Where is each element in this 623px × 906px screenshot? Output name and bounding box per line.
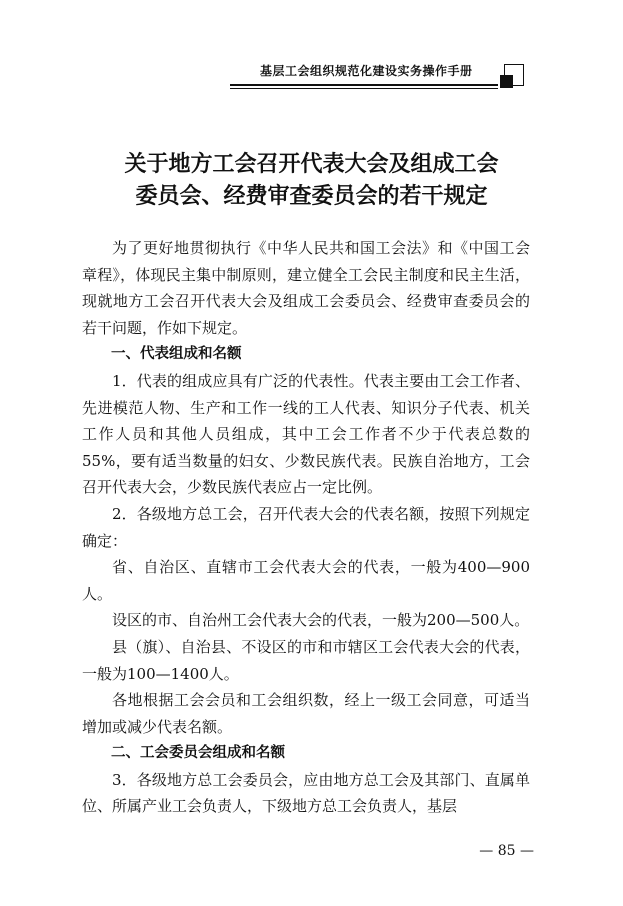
paragraph-city-quota: 设区的市、自治州工会代表大会的代表，一般为200—500人。 [112,611,530,630]
page-number: — 85 — [479,843,534,859]
paragraph-provincial-quota: 省、自治区、直辖市工会代表大会的代表，一般为400—900人。 [82,558,530,603]
paragraph-item-2: 2．各级地方总工会，召开代表大会的代表名额，按照下列规定确定： [82,504,530,550]
running-header-title: 基层工会组织规范化建设实务操作手册 [260,64,473,78]
running-header [230,58,530,88]
section-heading-1: 一、代表组成和名额 [111,346,242,363]
header-corner-mark-icon [504,64,526,88]
paragraph-adjustment: 各地根据工会会员和工会组织数，经上一级工会同意，可适当增加或减少代表名额。 [82,691,530,736]
paragraph-item-3: 3．各级地方总工会委员会，应由地方总工会及其部门、直属单位、所属产业工会负责人，下级地方总工会负责人，基层 [82,770,530,816]
document-title-line-1: 关于地方工会召开代表大会及组成工会 [124,151,499,177]
header-thick-rule [230,84,498,86]
header-thin-rule [230,88,498,89]
paragraph-county-quota: 县（旗）、自治县、不设区的市和市辖区工会代表大会的代表，一般为100—1400人。 [82,637,530,683]
section-heading-2: 二、工会委员会组成和名额 [111,745,285,762]
paragraph-item-1: 1．代表的组成应具有广泛的代表性。代表主要由工会工作者、先进模范人物、生产和工作一线的工人代表、知识分子代表、机关工作人员和其他人员组成，其中工会工作者不少于代表总数的55%，要有适当数量的妇女、少数民族代表。民族自治地方，工会召开代表大会，少数民族代表应占一定比例。 [82,371,530,497]
document-body [82,235,530,820]
document-title-line-2: 委员会、经费审查委员会的若干规定 [135,183,488,209]
intro-paragraph: 为了更好地贯彻执行《中华人民共和国工会法》和《中国工会章程》，体现民主集中制原则，建立健全工会民主制度和民主生活，现就地方工会召开代表大会及组成工会委员会、经费审查委员会的若干问题，作如下规定。 [82,239,530,337]
document-title [0,148,623,212]
